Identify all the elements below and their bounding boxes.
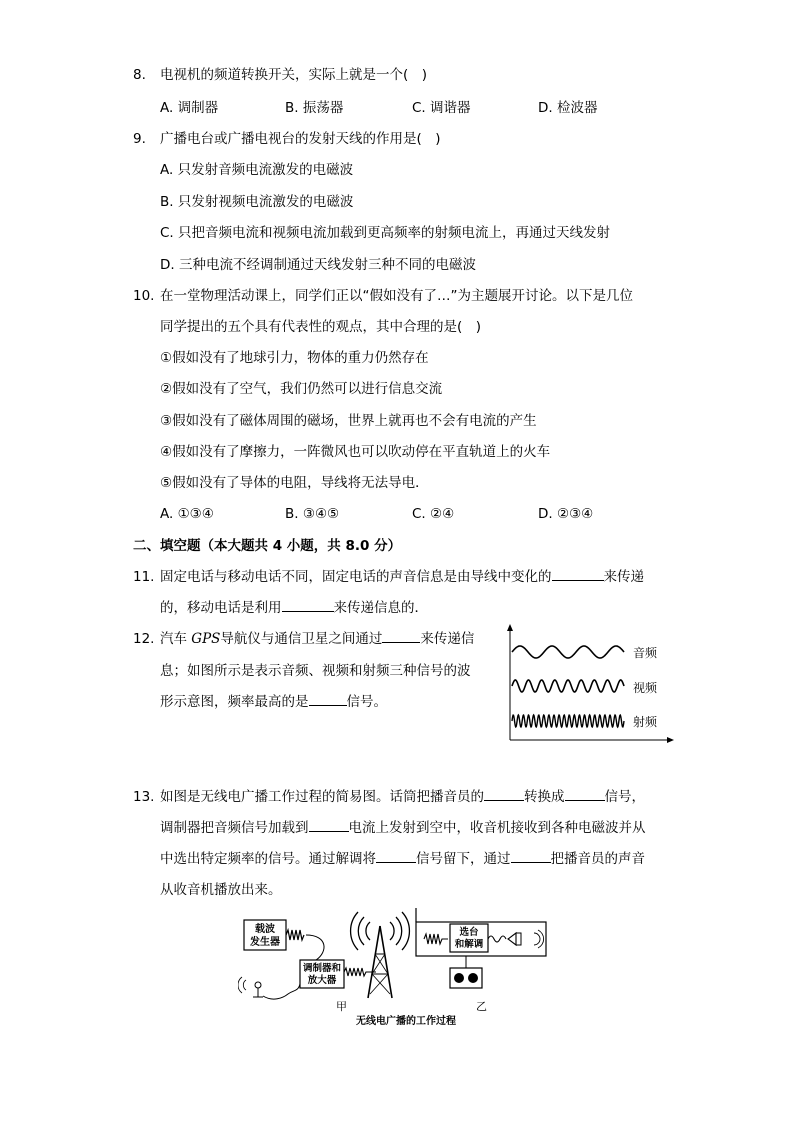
- q12-line3: [160, 693, 387, 711]
- tuner-label-2: 和解调: [454, 939, 484, 950]
- q9-stem: 广播电台或广播电视台的发射天线的作用是( ): [160, 131, 441, 147]
- q8-stem: 电视机的频道转换开关，实际上就是一个( ): [160, 67, 428, 83]
- q13-blank-3[interactable]: [309, 819, 349, 832]
- q11-blank-1[interactable]: [552, 568, 604, 581]
- q12-waveform-figure: [500, 624, 675, 748]
- q13-broadcast-diagram: [238, 902, 556, 1032]
- carrier-wave: [286, 930, 304, 940]
- q13-text-2a: 调制器把音频信号加载到: [160, 820, 309, 836]
- q10-option-a: A. ①③④: [160, 506, 214, 522]
- sound-waves-icon: [238, 977, 246, 993]
- q12-text-3a: 形示意图，频率最高的是: [160, 694, 309, 710]
- q12-line2: 息；如图所示是表示音频、视频和射频三种信号的波: [160, 663, 471, 679]
- q10-option-c: C. ②④: [412, 506, 455, 522]
- q11-text-3: 的，移动电话是利用: [160, 600, 282, 616]
- q11-line2: [160, 599, 428, 617]
- q12-gps: GPS: [191, 631, 221, 647]
- q11-text-4: 来传递信息的．: [333, 600, 428, 616]
- q9-option-d: D. 三种电流不经调制通过天线发射三种不同的电磁波: [160, 257, 476, 273]
- q13-blank-2[interactable]: [565, 788, 605, 801]
- q13-text-3c: 把播音员的声音: [550, 851, 645, 867]
- label-rf: 射频: [633, 715, 658, 729]
- q13-text-1a: 如图是无线电广播工作过程的简易图。话筒把播音员的: [160, 789, 484, 805]
- q12-text-1b: 导航仪与通信卫星之间通过: [220, 631, 383, 647]
- label-video: 视频: [633, 681, 658, 695]
- tuner-label-1: 选台: [459, 927, 479, 938]
- q12-line1: [160, 630, 474, 648]
- q8-option-d: D. 检波器: [538, 100, 598, 116]
- q12-text-3b: 信号。: [346, 694, 387, 710]
- q13-text-3a: 中选出特定频率的信号。通过解调将: [160, 851, 376, 867]
- q9-option-c: C. 只把音频电流和视频电流加载到更高频率的射频电流上，再通过天线发射: [160, 225, 611, 241]
- microphone-icon: [255, 982, 261, 988]
- label-jia: 甲: [336, 1000, 347, 1013]
- q13-line1: [160, 788, 645, 806]
- q13-line4: 从收音机播放出来。: [160, 882, 282, 898]
- q10-option-b: B. ③④⑤: [285, 506, 340, 522]
- section-title-fill-blank: 二、填空题（本大题共 4 小题，共 8.0 分）: [133, 538, 402, 554]
- q12-text-1c: 来传递信: [420, 631, 475, 647]
- q12-text-1a: 汽车: [160, 631, 192, 647]
- q13-blank-1[interactable]: [484, 788, 524, 801]
- q8-option-a: A. 调制器: [160, 100, 219, 116]
- q9-option-b: B. 只发射视频电流激发的电磁波: [160, 194, 354, 210]
- q13-text-2b: 电流上发射到空中，收音机接收到各种电磁波并从: [348, 820, 646, 836]
- q12-blank-2[interactable]: [309, 693, 347, 706]
- q8-option-b: B. 振荡器: [285, 100, 344, 116]
- q10-item-5: ⑤假如没有了导体的电阻，导线将无法导电．: [160, 475, 429, 491]
- x-axis-arrow: [667, 737, 674, 743]
- q10-stem-line1: 在一堂物理活动课上，同学们正以“假如没有了…”为主题展开讨论。以下是几位: [160, 288, 633, 304]
- transmission-tower-icon: [351, 912, 410, 998]
- y-axis-arrow: [507, 624, 513, 631]
- q12-blank-1[interactable]: [382, 630, 420, 643]
- q10-item-1: ①假如没有了地球引力，物体的重力仍然存在: [160, 350, 429, 366]
- carrier-label-1: 载波: [255, 924, 275, 935]
- audio-wave: [512, 646, 624, 658]
- microphone-wire: [263, 984, 300, 999]
- modulator-label-1: 调制器和: [302, 963, 342, 974]
- q8-number: 8.: [133, 67, 146, 83]
- q10-number: 10.: [133, 288, 155, 304]
- knob-left-icon: [454, 973, 464, 983]
- q11-line1: [160, 568, 644, 586]
- label-yi: 乙: [476, 1000, 487, 1013]
- video-wave: [512, 680, 624, 692]
- q8-option-c: C. 调谐器: [412, 100, 471, 116]
- q11-number: 11.: [133, 569, 155, 585]
- label-audio: 音频: [633, 646, 658, 660]
- q13-blank-5[interactable]: [511, 850, 551, 863]
- q10-item-3: ③假如没有了磁体周围的磁场，世界上就再也不会有电流的产生: [160, 413, 537, 429]
- rf-wave: [512, 715, 624, 727]
- diagram-caption: 无线电广播的工作过程: [356, 1016, 456, 1027]
- q10-option-d: D. ②③④: [538, 506, 594, 522]
- q13-line2: [160, 819, 646, 837]
- q11-text-2: 来传递: [603, 569, 644, 585]
- carrier-label-2: 发生器: [250, 937, 280, 948]
- q11-text-1: 固定电话与移动电话不同，固定电话的声音信息是由导线中变化的: [160, 569, 552, 585]
- q13-line3: [160, 850, 645, 868]
- q10-item-4: ④假如没有了摩擦力，一阵微风也可以吹动停在平直轨道上的火车: [160, 444, 551, 460]
- q12-number: 12.: [133, 631, 155, 647]
- modulator-label-2: 放大器: [307, 975, 337, 986]
- q10-stem-line2: 同学提出的五个具有代表性的观点，其中合理的是( ): [160, 319, 482, 335]
- q11-blank-2[interactable]: [282, 599, 334, 612]
- q13-blank-4[interactable]: [376, 850, 416, 863]
- q13-text-1c: 信号，: [604, 789, 645, 805]
- q9-number: 9.: [133, 131, 146, 147]
- q13-text-3b: 信号留下，通过: [416, 851, 511, 867]
- q13-text-1b: 转换成: [524, 789, 565, 805]
- q9-option-a: A. 只发射音频电流激发的电磁波: [160, 162, 354, 178]
- q10-item-2: ②假如没有了空气，我们仍然可以进行信息交流: [160, 381, 443, 397]
- knob-right-icon: [468, 973, 478, 983]
- q13-number: 13.: [133, 789, 155, 805]
